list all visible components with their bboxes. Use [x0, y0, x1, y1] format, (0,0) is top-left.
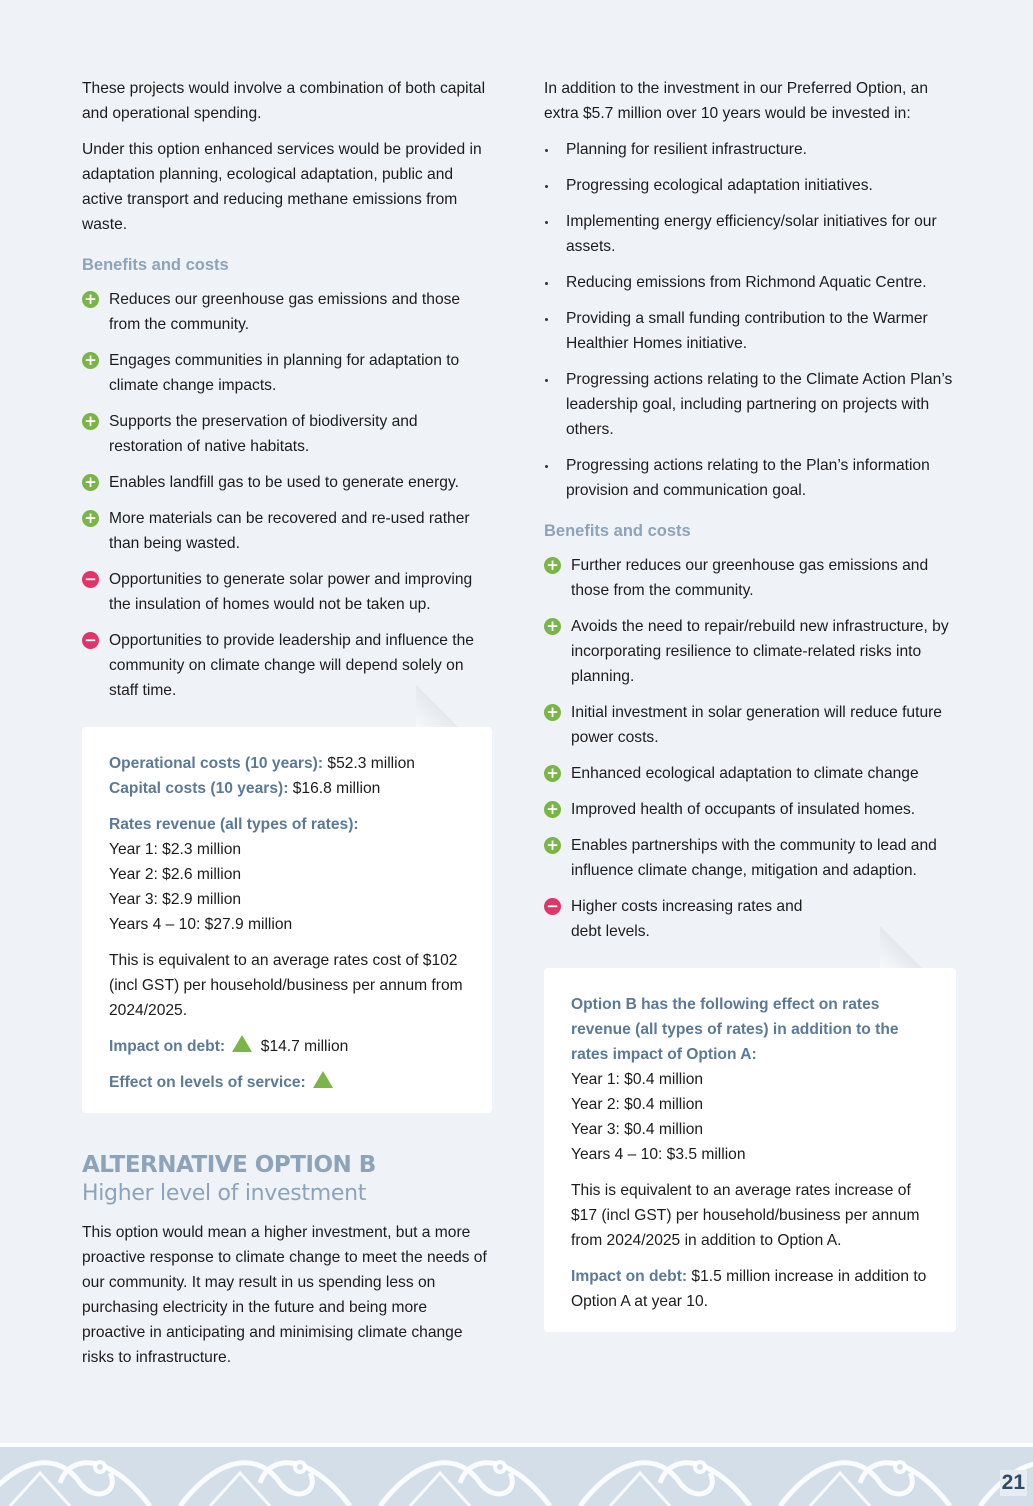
plus-circle-icon: + — [82, 291, 99, 308]
list-item: Implementing energy efficiency/solar initiatives for our assets. — [544, 209, 956, 259]
benefits-heading-left: Benefits and costs — [82, 256, 229, 274]
list-item: + Enhanced ecological adaptation to climate change — [544, 761, 956, 786]
rates-year-2: Year 2: $0.4 million — [571, 1096, 704, 1113]
cost-summary-card-left — [82, 727, 492, 1113]
intro-paragraph-2: Under this option enhanced services would be provided in adaptation planning, ecological adaptation, public and active transport and reducing methane emissions from waste. — [82, 141, 482, 233]
plus-circle-icon: + — [544, 765, 561, 782]
list-item: Progressing ecological adaptation initiatives. — [544, 173, 956, 198]
list-item: + More materials can be recovered and re-used rather than being wasted. — [82, 506, 492, 556]
rates-equivalent-text: This is equivalent to an average rates cost of $102 (incl GST) per household/business per annum from 2024/2025. — [109, 952, 463, 1019]
intro-paragraph-1: These projects would involve a combination of both capital and operational spending. — [82, 80, 486, 122]
impact-on-debt-label: Impact on debt: — [109, 1038, 226, 1055]
right-intro-paragraph: In addition to the investment in our Preferred Option, an extra $5.7 million over 10 years would be invested in: — [544, 80, 929, 122]
plus-circle-icon: + — [544, 801, 561, 818]
investment-bullets — [544, 137, 956, 503]
rates-year-1: Year 1: $0.4 million — [571, 1071, 704, 1088]
option-b-title: ALTERNATIVE OPTION B — [82, 1152, 376, 1178]
list-item: + Further reduces our greenhouse gas emissions and those from the community. — [544, 553, 956, 603]
benefits-list-right — [544, 553, 956, 944]
list-item: − Opportunities to provide leadership and influence the community on climate change will depend solely on staff time. — [82, 628, 492, 703]
operational-costs-label: Operational costs (10 years): — [109, 755, 324, 772]
option-b-subtitle: Higher level of investment — [82, 1181, 367, 1206]
kowhaiwhai-pattern-icon — [0, 1443, 1033, 1506]
plus-circle-icon: + — [82, 474, 99, 491]
rates-equivalent-text: This is equivalent to an average rates increase of $17 (incl GST) per household/business per annum from 2024/2025 in addition to Option A. — [571, 1182, 920, 1249]
rates-years-4-10: Years 4 – 10: $3.5 million — [571, 1146, 746, 1163]
list-item: + Supports the preservation of biodiversity and restoration of native habitats. — [82, 409, 492, 459]
impact-on-debt-label: Impact on debt: — [571, 1268, 688, 1285]
benefits-heading-right: Benefits and costs — [544, 522, 691, 540]
plus-circle-icon: + — [544, 618, 561, 635]
plus-circle-icon: + — [544, 557, 561, 574]
impact-on-debt-value: $14.7 million — [256, 1038, 349, 1055]
list-item: + Initial investment in solar generation will reduce future power costs. — [544, 700, 956, 750]
list-item: + Reduces our greenhouse gas emissions and those from the community. — [82, 287, 492, 337]
cost-summary-card-right — [544, 968, 956, 1332]
list-item: + Enables landfill gas to be used to generate energy. — [82, 470, 492, 495]
right-column — [544, 76, 956, 1332]
list-item: + Engages communities in planning for adaptation to climate change impacts. — [82, 348, 492, 398]
rates-year-1: Year 1: $2.3 million — [109, 841, 242, 858]
rates-year-3: Year 3: $0.4 million — [571, 1121, 704, 1138]
option-b-rates-heading: Option B has the following effect on rates revenue (all types of rates) in addition to the rates impact of Option A: — [571, 996, 899, 1063]
footer-pattern-band — [0, 1443, 1033, 1506]
plus-circle-icon: + — [82, 413, 99, 430]
minus-circle-icon: − — [82, 632, 99, 649]
list-item: − Opportunities to generate solar power and improving the insulation of homes would not be taken up. — [82, 567, 492, 617]
option-b-section — [82, 1151, 492, 1370]
rates-year-2: Year 2: $2.6 million — [109, 866, 242, 883]
impact-on-debt-value: $1.5 million increase in addition to Option A at year 10. — [571, 1268, 927, 1310]
list-item: Progressing actions relating to the Plan’s information provision and communication goal. — [544, 453, 956, 503]
left-column — [82, 76, 492, 1381]
operational-costs-value: $52.3 million — [323, 755, 415, 772]
increase-triangle-icon — [313, 1071, 333, 1088]
plus-circle-icon: + — [82, 510, 99, 527]
list-item: Reducing emissions from Richmond Aquatic Centre. — [544, 270, 956, 295]
list-item: − Higher costs increasing rates and debt levels. — [544, 894, 956, 944]
rates-revenue-label: Rates revenue (all types of rates): — [109, 816, 359, 833]
list-item: Providing a small funding contribution to the Warmer Healthier Homes initiative. — [544, 306, 956, 356]
minus-circle-icon: − — [544, 898, 561, 915]
levels-of-service-label: Effect on levels of service: — [109, 1074, 306, 1091]
list-item: Progressing actions relating to the Climate Action Plan’s leadership goal, including partnering on projects with others. — [544, 367, 956, 442]
plus-circle-icon: + — [82, 352, 99, 369]
list-item: + Improved health of occupants of insulated homes. — [544, 797, 956, 822]
plus-circle-icon: + — [544, 704, 561, 721]
plus-circle-icon: + — [544, 837, 561, 854]
rates-year-3: Year 3: $2.9 million — [109, 891, 242, 908]
option-b-description: This option would mean a higher investment, but a more proactive response to climate change to meet the needs of our community. It may result in us spending less on purchasing electricity in the future and being more proactive in anticipating and minimising climate change risks to infrastructure. — [82, 1224, 487, 1366]
increase-triangle-icon — [232, 1035, 252, 1052]
list-item: + Avoids the need to repair/rebuild new infrastructure, by incorporating resilience to climate-related risks into planning. — [544, 614, 956, 689]
minus-circle-icon: − — [82, 571, 99, 588]
page-number: 21 — [1001, 1471, 1025, 1494]
capital-costs-label: Capital costs (10 years): — [109, 780, 289, 797]
list-item: Planning for resilient infrastructure. — [544, 137, 956, 162]
capital-costs-value: $16.8 million — [288, 780, 381, 797]
benefits-list-left — [82, 287, 492, 703]
rates-years-4-10: Years 4 – 10: $27.9 million — [109, 916, 293, 933]
list-item: + Enables partnerships with the community to lead and influence climate change, mitigation and adaption. — [544, 833, 956, 883]
